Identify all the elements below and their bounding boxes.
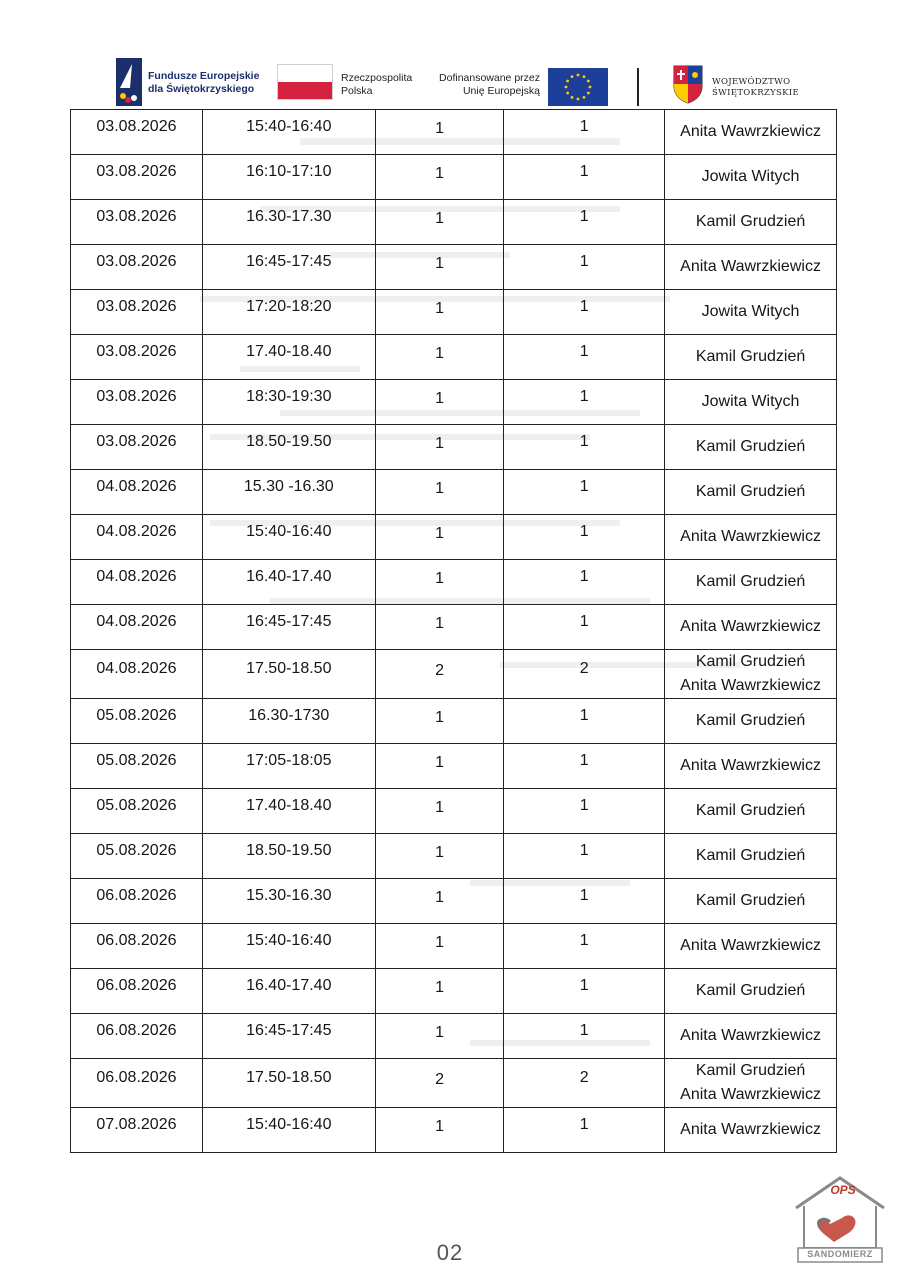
eu-star xyxy=(583,75,586,78)
date-cell: 06.08.2026 xyxy=(71,1014,203,1059)
specialist-name: Anita Wawrzkiewicz xyxy=(680,1027,821,1044)
specialist-cell xyxy=(665,744,837,789)
time-cell: 16:45-17:45 xyxy=(202,605,375,650)
participants-cell: 1 xyxy=(375,425,504,470)
specialist-cell xyxy=(665,380,837,425)
participants-cell: 1 xyxy=(375,699,504,744)
table-row xyxy=(71,200,837,245)
count-cell: 1 xyxy=(504,834,665,879)
logo-fe-line2: dla Świętokrzyskiego xyxy=(148,83,255,95)
logo-wojewodztwo-swietokrzyskie xyxy=(672,64,802,108)
table-row xyxy=(71,290,837,335)
date-cell: 05.08.2026 xyxy=(71,699,203,744)
time-cell: 17.40-18.40 xyxy=(202,789,375,834)
table-row xyxy=(71,924,837,969)
count-cell: 1 xyxy=(504,969,665,1014)
date-cell: 03.08.2026 xyxy=(71,290,203,335)
specialist-name: Kamil Grudzień xyxy=(695,847,806,864)
date-cell: 06.08.2026 xyxy=(71,969,203,1014)
time-cell: 16.30-17.30 xyxy=(202,200,375,245)
specialist-cell xyxy=(665,515,837,560)
specialist-cell xyxy=(665,699,837,744)
participants-cell: 1 xyxy=(375,879,504,924)
participants-cell: 1 xyxy=(375,605,504,650)
count-cell: 1 xyxy=(504,789,665,834)
specialist-cell xyxy=(665,245,837,290)
eu-star xyxy=(587,80,590,83)
specialist-cell xyxy=(665,969,837,1014)
specialist-name: Jowita Witych xyxy=(701,393,800,410)
eu-star xyxy=(583,96,586,99)
time-cell: 16.40-17.40 xyxy=(202,560,375,605)
specialist-name: Kamil Grudzień xyxy=(695,802,806,819)
date-cell: 04.08.2026 xyxy=(71,470,203,515)
fe-star-icon xyxy=(116,58,142,106)
time-cell: 15:40-16:40 xyxy=(202,1108,375,1153)
eu-star xyxy=(566,92,569,95)
table-row xyxy=(71,425,837,470)
time-cell: 15:40-16:40 xyxy=(202,515,375,560)
participants-cell: 2 xyxy=(375,1059,504,1108)
count-cell: 1 xyxy=(504,425,665,470)
coat-of-arms-icon xyxy=(672,64,704,104)
specialist-cell xyxy=(665,1108,837,1153)
specialist-cell xyxy=(665,425,837,470)
logo-fe-line1: Fundusze Europejskie xyxy=(148,70,260,82)
table-row xyxy=(71,1108,837,1153)
eu-star xyxy=(571,75,574,78)
table-row xyxy=(71,650,837,699)
time-cell: 18:30-19:30 xyxy=(202,380,375,425)
date-cell: 03.08.2026 xyxy=(71,110,203,155)
table-row xyxy=(71,110,837,155)
date-cell: 05.08.2026 xyxy=(71,744,203,789)
table-row xyxy=(71,744,837,789)
count-cell: 1 xyxy=(504,744,665,789)
date-cell: 04.08.2026 xyxy=(71,515,203,560)
table-row xyxy=(71,789,837,834)
count-cell: 2 xyxy=(504,650,665,699)
count-cell: 1 xyxy=(504,470,665,515)
specialist-name: Kamil Grudzień xyxy=(695,573,806,590)
count-cell: 1 xyxy=(504,1108,665,1153)
time-cell: 15.30-16.30 xyxy=(202,879,375,924)
time-cell: 18.50-19.50 xyxy=(202,834,375,879)
specialist-cell xyxy=(665,200,837,245)
specialist-cell xyxy=(665,1014,837,1059)
time-cell: 17:20-18:20 xyxy=(202,290,375,335)
specialist-cell xyxy=(665,879,837,924)
schedule-table xyxy=(70,109,837,1153)
table-row xyxy=(71,1014,837,1059)
count-cell: 1 xyxy=(504,155,665,200)
specialist-name: Anita Wawrzkiewicz xyxy=(680,123,821,140)
date-cell: 06.08.2026 xyxy=(71,924,203,969)
count-cell: 1 xyxy=(504,110,665,155)
count-cell: 1 xyxy=(504,1014,665,1059)
table-row xyxy=(71,245,837,290)
date-cell: 03.08.2026 xyxy=(71,425,203,470)
table-row xyxy=(71,699,837,744)
page-number: 02 xyxy=(436,1240,464,1265)
date-cell: 04.08.2026 xyxy=(71,605,203,650)
count-cell: 1 xyxy=(504,290,665,335)
count-cell: 1 xyxy=(504,245,665,290)
date-cell: 04.08.2026 xyxy=(71,650,203,699)
table-row xyxy=(71,605,837,650)
eu-star xyxy=(587,92,590,95)
poland-flag-icon xyxy=(277,64,333,100)
logo-unia-europejska xyxy=(436,64,606,108)
logo-ue-line2: Unię Europejską xyxy=(462,85,540,97)
specialist-name: Anita Wawrzkiewicz xyxy=(680,757,821,774)
specialist-name: Kamil Grudzień xyxy=(695,982,806,999)
specialist-cell xyxy=(665,560,837,605)
table-row xyxy=(71,1059,837,1108)
time-cell: 15.30 -16.30 xyxy=(202,470,375,515)
time-cell: 16.30-1730 xyxy=(202,699,375,744)
date-cell: 03.08.2026 xyxy=(71,200,203,245)
stamp-top-text: OPS xyxy=(830,1183,856,1197)
specialist-name: Kamil Grudzień xyxy=(695,653,806,670)
participants-cell: 1 xyxy=(375,969,504,1014)
date-cell: 06.08.2026 xyxy=(71,1059,203,1108)
participants-cell: 1 xyxy=(375,1014,504,1059)
specialist-name: Kamil Grudzień xyxy=(695,892,806,909)
table-row xyxy=(71,335,837,380)
participants-cell: 1 xyxy=(375,560,504,605)
specialist-name: Kamil Grudzień xyxy=(695,712,806,729)
specialist-cell xyxy=(665,1059,837,1108)
date-cell: 03.08.2026 xyxy=(71,380,203,425)
specialist-name: Anita Wawrzkiewicz xyxy=(680,677,821,694)
participants-cell: 1 xyxy=(375,470,504,515)
specialist-cell xyxy=(665,155,837,200)
time-cell: 16:10-17:10 xyxy=(202,155,375,200)
specialist-name: Kamil Grudzień xyxy=(695,348,806,365)
count-cell: 1 xyxy=(504,699,665,744)
eu-star xyxy=(565,86,568,89)
participants-cell: 1 xyxy=(375,789,504,834)
specialist-name: Anita Wawrzkiewicz xyxy=(680,937,821,954)
time-cell: 16:45-17:45 xyxy=(202,1014,375,1059)
eu-star xyxy=(577,74,580,77)
logo-rp-line2: Polska xyxy=(341,85,373,97)
count-cell: 1 xyxy=(504,380,665,425)
specialist-cell xyxy=(665,605,837,650)
participants-cell: 1 xyxy=(375,924,504,969)
time-cell: 17.40-18.40 xyxy=(202,335,375,380)
participants-cell: 1 xyxy=(375,245,504,290)
time-cell: 15:40-16:40 xyxy=(202,110,375,155)
participants-cell: 1 xyxy=(375,110,504,155)
specialist-name: Kamil Grudzień xyxy=(695,438,806,455)
count-cell: 1 xyxy=(504,560,665,605)
time-cell: 17:05-18:05 xyxy=(202,744,375,789)
count-cell: 1 xyxy=(504,200,665,245)
specialist-cell xyxy=(665,789,837,834)
specialist-cell xyxy=(665,290,837,335)
participants-cell: 1 xyxy=(375,155,504,200)
date-cell: 04.08.2026 xyxy=(71,560,203,605)
logo-ue-line1: Dofinansowane przez xyxy=(439,72,540,84)
specialist-name: Jowita Witych xyxy=(701,303,800,320)
date-cell: 03.08.2026 xyxy=(71,245,203,290)
participants-cell: 1 xyxy=(375,290,504,335)
participants-cell: 1 xyxy=(375,834,504,879)
time-cell: 15:40-16:40 xyxy=(202,924,375,969)
participants-cell: 1 xyxy=(375,515,504,560)
specialist-name: Anita Wawrzkiewicz xyxy=(680,618,821,635)
logo-rzeczpospolita xyxy=(277,64,427,104)
specialist-name: Jowita Witych xyxy=(701,168,800,185)
schedule-table-body xyxy=(71,110,837,1153)
time-cell: 16:45-17:45 xyxy=(202,245,375,290)
date-cell: 05.08.2026 xyxy=(71,789,203,834)
specialist-cell xyxy=(665,110,837,155)
logo-sw-line2: ŚWIĘTOKRZYSKIE xyxy=(712,88,799,98)
logo-rp-line1: Rzeczpospolita xyxy=(341,72,413,84)
count-cell: 1 xyxy=(504,515,665,560)
table-row xyxy=(71,515,837,560)
count-cell: 1 xyxy=(504,879,665,924)
specialist-name: Anita Wawrzkiewicz xyxy=(680,258,821,275)
table-row xyxy=(71,834,837,879)
document-header xyxy=(0,0,900,115)
participants-cell: 1 xyxy=(375,200,504,245)
eu-star xyxy=(571,96,574,99)
eu-star xyxy=(566,80,569,83)
specialist-name: Anita Wawrzkiewicz xyxy=(680,1121,821,1138)
eu-flag-icon xyxy=(548,68,608,106)
date-cell: 03.08.2026 xyxy=(71,335,203,380)
specialist-name: Kamil Grudzień xyxy=(695,483,806,500)
count-cell: 1 xyxy=(504,335,665,380)
time-cell: 16.40-17.40 xyxy=(202,969,375,1014)
specialist-name: Anita Wawrzkiewicz xyxy=(680,528,821,545)
eu-star xyxy=(589,86,592,89)
date-cell: 03.08.2026 xyxy=(71,155,203,200)
count-cell: 2 xyxy=(504,1059,665,1108)
specialist-cell xyxy=(665,924,837,969)
logo-sw-line1: WOJEWÓDZTWO xyxy=(712,77,791,87)
table-row xyxy=(71,155,837,200)
specialist-name: Kamil Grudzień xyxy=(695,1062,806,1079)
specialist-cell xyxy=(665,335,837,380)
logo-fundusze-europejskie xyxy=(116,58,286,108)
time-cell: 17.50-18.50 xyxy=(202,1059,375,1108)
specialist-name: Kamil Grudzień xyxy=(695,213,806,230)
table-row xyxy=(71,560,837,605)
header-divider xyxy=(637,68,639,106)
participants-cell: 1 xyxy=(375,335,504,380)
table-row xyxy=(71,380,837,425)
count-cell: 1 xyxy=(504,605,665,650)
specialist-name: Anita Wawrzkiewicz xyxy=(680,1086,821,1103)
eu-star xyxy=(577,98,580,101)
time-cell: 17.50-18.50 xyxy=(202,650,375,699)
table-row xyxy=(71,969,837,1014)
participants-cell: 1 xyxy=(375,1108,504,1153)
specialist-cell xyxy=(665,834,837,879)
specialist-cell xyxy=(665,650,837,699)
specialist-cell xyxy=(665,470,837,515)
participants-cell: 2 xyxy=(375,650,504,699)
date-cell: 06.08.2026 xyxy=(71,879,203,924)
stamp-bottom-text: SANDOMIERZ xyxy=(807,1249,873,1259)
count-cell: 1 xyxy=(504,924,665,969)
date-cell: 05.08.2026 xyxy=(71,834,203,879)
table-row xyxy=(71,879,837,924)
table-row xyxy=(71,470,837,515)
participants-cell: 1 xyxy=(375,380,504,425)
time-cell: 18.50-19.50 xyxy=(202,425,375,470)
date-cell: 07.08.2026 xyxy=(71,1108,203,1153)
participants-cell: 1 xyxy=(375,744,504,789)
